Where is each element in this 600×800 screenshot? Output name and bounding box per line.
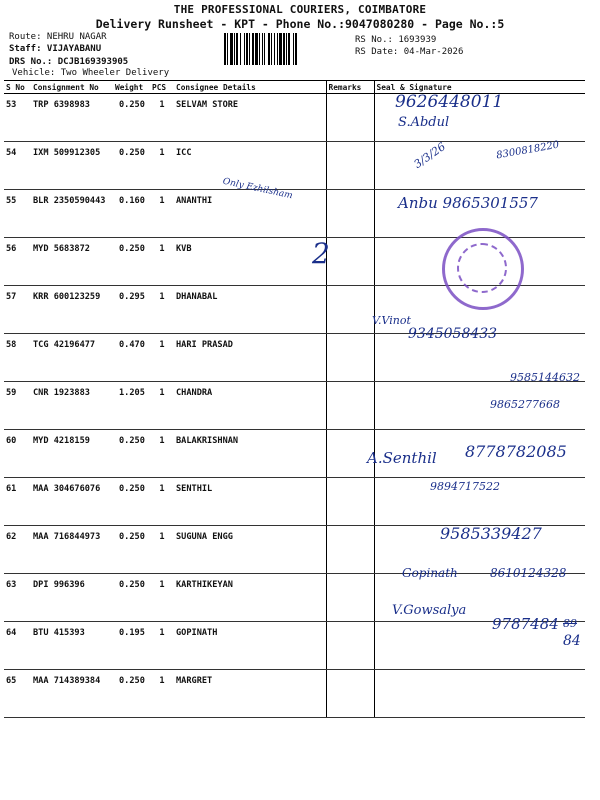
hw-r55-sign: Anbu 9865301557 bbox=[398, 194, 538, 212]
cell-consignee: GOPINATH bbox=[174, 622, 326, 670]
cell-consignment: BTU 415393 bbox=[31, 622, 113, 670]
rs-number: RS No.: 1693939 bbox=[355, 35, 437, 45]
hw-r64-phone: 8610124328 bbox=[490, 566, 567, 580]
cell-consignee: KVB bbox=[174, 238, 326, 286]
hw-r65-tail: 84 bbox=[563, 633, 581, 649]
col-pcs: PCS bbox=[150, 81, 174, 94]
cell-weight: 0.250 bbox=[113, 574, 150, 622]
cell-pcs: 1 bbox=[150, 526, 174, 574]
cell-pcs: 1 bbox=[150, 430, 174, 478]
cell-pcs: 1 bbox=[150, 478, 174, 526]
cell-consignment: MYD 5683872 bbox=[31, 238, 113, 286]
cell-consignment: MAA 714389384 bbox=[31, 670, 113, 718]
cell-remarks bbox=[326, 478, 374, 526]
cell-consignment: IXM 509912305 bbox=[31, 142, 113, 190]
cell-sno: 53 bbox=[4, 94, 31, 142]
cell-consignee: MARGRET bbox=[174, 670, 326, 718]
cell-consignee: CHANDRA bbox=[174, 382, 326, 430]
hw-r59-phone: 9585144632 bbox=[510, 371, 580, 384]
runsheet-subtitle: Delivery Runsheet - KPT - Phone No.:9047080280 - Page No.:5 bbox=[95, 17, 505, 31]
vehicle-label: Vehicle: Two Wheeler Delivery bbox=[12, 68, 170, 78]
cell-pcs: 1 bbox=[150, 574, 174, 622]
hw-r63-phone: 9585339427 bbox=[440, 524, 542, 543]
cell-seal bbox=[374, 670, 585, 718]
cell-consignee: DHANABAL bbox=[174, 286, 326, 334]
cell-remarks bbox=[326, 142, 374, 190]
cell-consignment: DPI 996396 bbox=[31, 574, 113, 622]
cell-pcs: 1 bbox=[150, 286, 174, 334]
cell-weight: 0.250 bbox=[113, 238, 150, 286]
col-seal-signature: Seal & Signature bbox=[374, 81, 585, 94]
cell-weight: 0.250 bbox=[113, 430, 150, 478]
cell-sno: 57 bbox=[4, 286, 31, 334]
cell-pcs: 1 bbox=[150, 94, 174, 142]
cell-pcs: 1 bbox=[150, 670, 174, 718]
cell-sno: 61 bbox=[4, 478, 31, 526]
hw-r61-phone: 8778782085 bbox=[465, 442, 567, 461]
hw-r53-sign: S.Abdul bbox=[398, 115, 450, 130]
route-label: Route: NEHRU NAGAR bbox=[9, 32, 107, 42]
staff-label: Staff: VIJAYABANU bbox=[9, 44, 102, 54]
cell-weight: 0.250 bbox=[113, 670, 150, 718]
cell-pcs: 1 bbox=[150, 238, 174, 286]
cell-consignment: KRR 600123259 bbox=[31, 286, 113, 334]
cell-weight: 0.250 bbox=[113, 526, 150, 574]
cell-sno: 63 bbox=[4, 574, 31, 622]
cell-sno: 65 bbox=[4, 670, 31, 718]
cell-consignment: TRP 6398983 bbox=[31, 94, 113, 142]
cell-consignee: BALAKRISHNAN bbox=[174, 430, 326, 478]
cell-consignment: MYD 4218159 bbox=[31, 430, 113, 478]
cell-consignee: HARI PRASAD bbox=[174, 334, 326, 382]
cell-remarks bbox=[326, 526, 374, 574]
cell-consignee: ANANTHI bbox=[174, 190, 326, 238]
cell-consignee: SUGUNA ENGG bbox=[174, 526, 326, 574]
table-row bbox=[4, 670, 585, 718]
rs-date: RS Date: 04-Mar-2026 bbox=[355, 47, 464, 57]
table-row bbox=[4, 142, 585, 190]
cell-remarks bbox=[326, 622, 374, 670]
hw-r55-note: Only Ezhilsham bbox=[221, 176, 294, 202]
cell-remarks bbox=[326, 190, 374, 238]
cell-consignment: TCG 42196477 bbox=[31, 334, 113, 382]
cell-sno: 56 bbox=[4, 238, 31, 286]
col-weight: Weight bbox=[113, 81, 150, 94]
cell-weight: 0.470 bbox=[113, 334, 150, 382]
cell-weight: 0.295 bbox=[113, 286, 150, 334]
cell-sno: 62 bbox=[4, 526, 31, 574]
cell-weight: 0.250 bbox=[113, 94, 150, 142]
cell-consignment: MAA 716844973 bbox=[31, 526, 113, 574]
table-row bbox=[4, 334, 585, 382]
barcode bbox=[224, 33, 352, 65]
cell-consignee: SENTHIL bbox=[174, 478, 326, 526]
hw-r65-extra: 89 bbox=[563, 617, 577, 630]
cell-remarks bbox=[326, 238, 374, 286]
company-title: THE PROFESSIONAL COURIERS, COIMBATORE bbox=[173, 3, 427, 16]
col-remarks: Remarks bbox=[326, 81, 374, 94]
cell-consignment: BLR 2350590443 bbox=[31, 190, 113, 238]
cell-sno: 60 bbox=[4, 430, 31, 478]
courier-seal-stamp bbox=[442, 228, 524, 310]
cell-remarks bbox=[326, 94, 374, 142]
cell-sno: 64 bbox=[4, 622, 31, 670]
hw-r53-phone: 9626448011 bbox=[395, 92, 504, 112]
cell-remarks bbox=[326, 334, 374, 382]
hw-r65-sign: V.Gowsalya bbox=[392, 603, 467, 618]
cell-pcs: 1 bbox=[150, 334, 174, 382]
hw-r58-sign: V.Vinot bbox=[372, 314, 411, 327]
cell-remarks bbox=[326, 670, 374, 718]
cell-weight: 1.205 bbox=[113, 382, 150, 430]
col-consignee: Consignee Details bbox=[174, 81, 326, 94]
hw-r54-sign: 3/3/26 bbox=[411, 140, 448, 171]
hw-r54-phone: 8300818220 bbox=[495, 139, 561, 162]
cell-consignee: KARTHIKEYAN bbox=[174, 574, 326, 622]
cell-consignee: SELVAM STORE bbox=[174, 94, 326, 142]
cell-consignment: MAA 304676076 bbox=[31, 478, 113, 526]
cell-sno: 58 bbox=[4, 334, 31, 382]
hw-r65-phone: 9787484 bbox=[492, 615, 559, 633]
cell-remarks bbox=[326, 286, 374, 334]
cell-remarks bbox=[326, 574, 374, 622]
drs-label: DRS No.: DCJB169393905 bbox=[9, 57, 129, 67]
cell-weight: 0.160 bbox=[113, 190, 150, 238]
cell-pcs: 1 bbox=[150, 622, 174, 670]
hw-r60-phone: 9865277668 bbox=[490, 398, 560, 411]
cell-pcs: 1 bbox=[150, 382, 174, 430]
hw-r62-phone: 9894717522 bbox=[430, 480, 500, 493]
hw-r58-phone: 9345058433 bbox=[408, 326, 498, 342]
hw-r61-sign: A.Senthil bbox=[367, 449, 437, 467]
col-consignment: Consignment No bbox=[31, 81, 113, 94]
cell-consignment: CNR 1923883 bbox=[31, 382, 113, 430]
cell-weight: 0.195 bbox=[113, 622, 150, 670]
hw-r56-mark: 2 bbox=[312, 237, 330, 270]
cell-sno: 59 bbox=[4, 382, 31, 430]
cell-weight: 0.250 bbox=[113, 478, 150, 526]
cell-sno: 54 bbox=[4, 142, 31, 190]
cell-remarks bbox=[326, 382, 374, 430]
col-sno: S No bbox=[4, 81, 31, 94]
cell-sno: 55 bbox=[4, 190, 31, 238]
cell-weight: 0.250 bbox=[113, 142, 150, 190]
cell-consignee: ICC bbox=[174, 142, 326, 190]
cell-pcs: 1 bbox=[150, 142, 174, 190]
cell-pcs: 1 bbox=[150, 190, 174, 238]
hw-r64-sign: Gopinath bbox=[402, 566, 458, 580]
